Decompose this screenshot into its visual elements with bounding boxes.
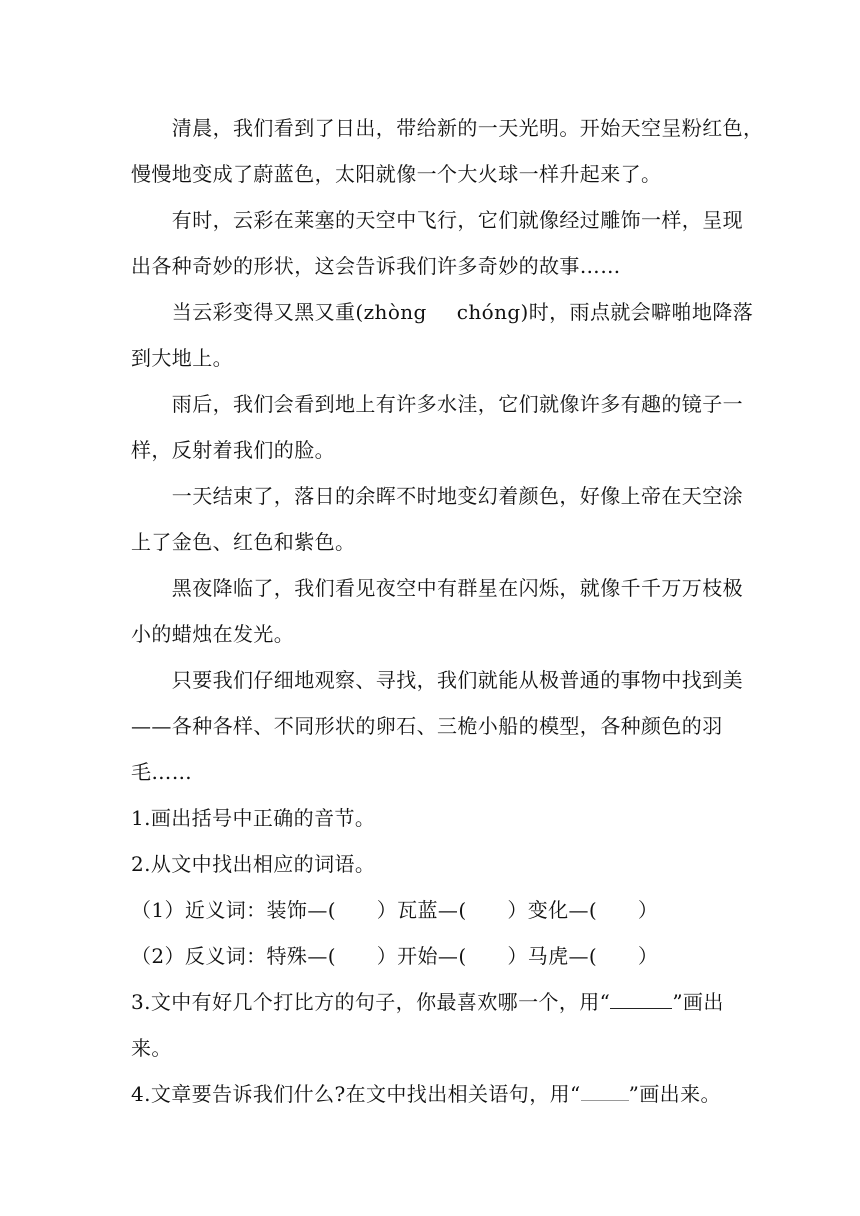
pinyin-after: chóng)时，雨点就会噼啪地降落	[456, 300, 754, 324]
passage-line: 到大地上。	[131, 346, 233, 370]
question-4	[131, 1080, 731, 1108]
question-4-end: ”画出来。	[628, 1082, 721, 1106]
passage-line: 出各种奇妙的形状，这会告诉我们许多奇妙的故事……	[131, 254, 621, 278]
passage-line: 一天结束了，落日的余晖不时地变幻着颜色，好像上帝在天空涂	[131, 484, 743, 508]
pinyin-before: 当云彩变得又黑又重(zhòng	[131, 300, 427, 324]
passage-line: ——各种各样、不同形状的卵石、三桅小船的模型，各种颜色的羽	[131, 714, 723, 738]
passage-line: 黑夜降临了，我们看见夜空中有群星在闪烁，就像千千万万枝极	[131, 576, 743, 600]
question-2-antonyms: （2）反义词：特殊—( ）开始—( ）马虎—( ）	[131, 944, 659, 968]
passage-line: 雨后，我们会看到地上有许多水洼，它们就像许多有趣的镜子一	[131, 392, 743, 416]
question-3	[131, 988, 731, 1016]
passage-line: 慢慢地变成了蔚蓝色，太阳就像一个大火球一样升起来了。	[131, 162, 662, 186]
question-2: 2.从文中找出相应的词语。	[131, 852, 376, 876]
passage-line: 有时，云彩在莱塞的天空中飞行，它们就像经过雕饰一样，呈现	[131, 208, 743, 232]
passage-line-pinyin	[131, 298, 754, 326]
question-3-cont: 来。	[131, 1036, 172, 1060]
question-3-end: ”画出	[672, 990, 724, 1014]
question-3-text: 3.文中有好几个打比方的句子，你最喜欢哪一个，用“	[131, 990, 611, 1014]
passage-line: 上了金色、红色和紫色。	[131, 530, 356, 554]
question-2-synonyms: （1）近义词：装饰—( ）瓦蓝—( ）变化—( ）	[131, 898, 659, 922]
question-1: 1.画出括号中正确的音节。	[131, 806, 376, 830]
passage-line: 样，反射着我们的脸。	[131, 438, 335, 462]
underline-blank	[581, 1082, 629, 1101]
passage-line: 清晨，我们看到了日出，带给新的一天光明。开始天空呈粉红色，	[131, 116, 764, 140]
question-4-text: 4.文章要告诉我们什么?在文中找出相关语句，用“	[131, 1082, 581, 1106]
passage-line: 小的蜡烛在发光。	[131, 622, 295, 646]
passage-line: 只要我们仔细地观察、寻找，我们就能从极普通的事物中找到美	[131, 668, 743, 692]
passage-line: 毛……	[131, 760, 193, 784]
underline-blank	[610, 990, 672, 1009]
